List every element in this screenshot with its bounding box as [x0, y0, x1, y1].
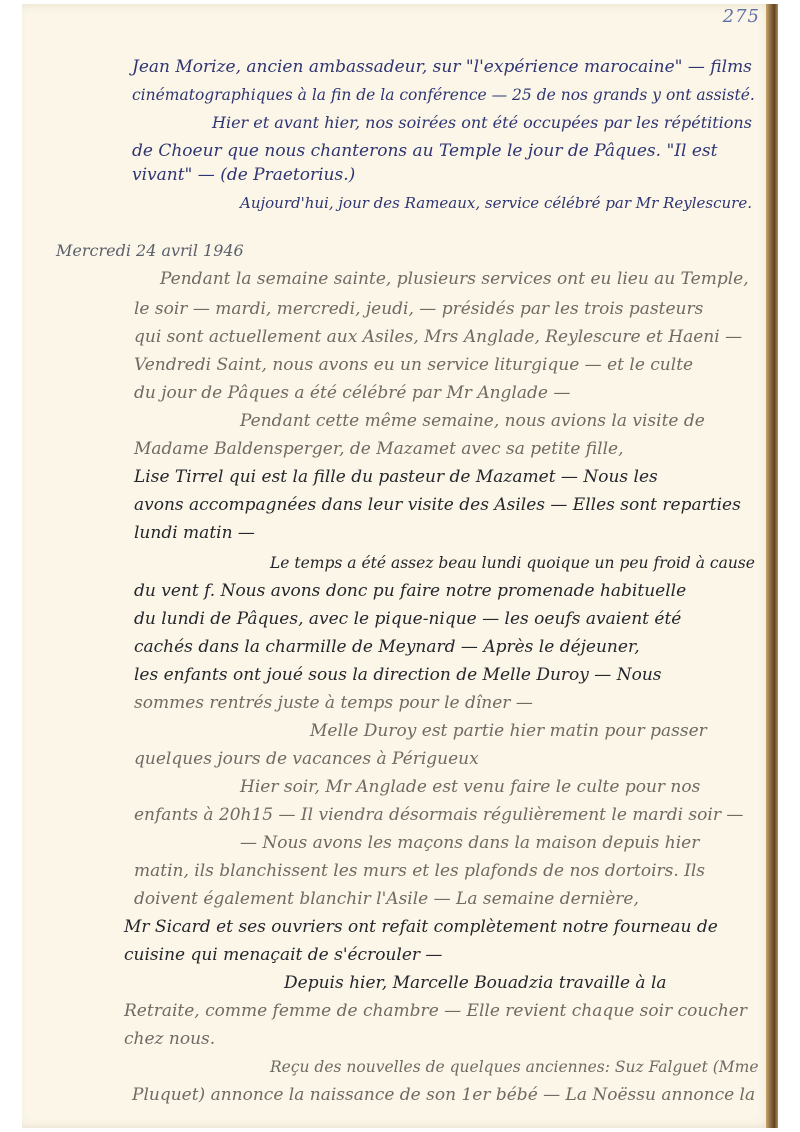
text-line: cuisine qui menaçait de s'écrouler —	[124, 945, 443, 965]
text-line: — Nous avons les maçons dans la maison depuis hier	[240, 833, 700, 853]
text-line: cachés dans la charmille de Meynard — Après le déjeuner,	[134, 637, 640, 657]
text-line: Pendant la semaine sainte, plusieurs services ont eu lieu au Temple,	[160, 269, 749, 289]
text-line: enfants à 20h15 — Il viendra désormais régulièrement le mardi soir —	[134, 805, 744, 825]
text-line: Aujourd'hui, jour des Rameaux, service célébré par Mr Reylescure.	[240, 194, 752, 212]
text-line: sommes rentrés juste à temps pour le dîner —	[134, 693, 533, 713]
text-line: lundi matin —	[134, 523, 255, 543]
text-line: du jour de Pâques a été célébré par Mr Anglade —	[134, 383, 571, 403]
text-line: Reçu des nouvelles de quelques anciennes: Suz Falguet (Mme	[270, 1058, 759, 1076]
text-line: qui sont actuellement aux Asiles, Mrs Anglade, Reylescure et Haeni —	[134, 327, 743, 347]
text-line: doivent également blanchir l'Asile — La semaine dernière,	[134, 889, 639, 909]
text-line: Jean Morize, ancien ambassadeur, sur "l'expérience marocaine" — films	[132, 57, 752, 77]
text-line: Hier soir, Mr Anglade est venu faire le culte pour nos	[240, 777, 701, 797]
text-line: matin, ils blanchissent les murs et les plafonds de nos dortoirs. Ils	[134, 861, 706, 881]
text-line: Melle Duroy est partie hier matin pour passer	[310, 721, 707, 741]
text-line: du lundi de Pâques, avec le pique-nique — les oeufs avaient été	[134, 609, 682, 629]
text-line: de Choeur que nous chanterons au Temple le jour de Pâques. "Il est	[132, 141, 718, 161]
text-line: quelques jours de vacances à Périgueux	[134, 749, 479, 769]
text-line: cinématographiques à la fin de la conférence — 25 de nos grands y ont assisté.	[132, 86, 755, 104]
text-line: Retraite, comme femme de chambre — Elle revient chaque soir coucher	[124, 1001, 747, 1021]
text-line: Pendant cette même semaine, nous avions la visite de	[240, 411, 705, 431]
page-number: 275	[722, 6, 760, 27]
text-line: le soir — mardi, mercredi, jeudi, — présidés par les trois pasteurs	[134, 299, 704, 319]
text-line: Mr Sicard et ses ouvriers ont refait complètement notre fourneau de	[124, 917, 718, 937]
text-line: avons accompagnées dans leur visite des Asiles — Elles sont reparties	[134, 495, 741, 515]
text-line: Le temps a été assez beau lundi quoique un peu froid à cause	[270, 554, 755, 572]
text-line: Pluquet) annonce la naissance de son 1er bébé — La Noëssu annonce la	[132, 1085, 756, 1105]
text-line: Hier et avant hier, nos soirées ont été occupées par les répétitions	[212, 113, 752, 132]
text-line: du vent f. Nous avons donc pu faire notre promenade habituelle	[134, 581, 687, 601]
text-line: chez nous.	[124, 1029, 216, 1049]
notebook-binding	[766, 4, 778, 1128]
text-line: Vendredi Saint, nous avons eu un service liturgique — et le culte	[134, 355, 694, 375]
entry-date: Mercredi 24 avril 1946	[56, 241, 244, 260]
text-line: les enfants ont joué sous la direction de Melle Duroy — Nous	[134, 665, 662, 685]
text-line: vivant" — (de Praetorius.)	[132, 165, 356, 185]
text-line: Lise Tirrel qui est la fille du pasteur de Mazamet — Nous les	[134, 467, 658, 487]
text-line: Madame Baldensperger, de Mazamet avec sa petite fille,	[134, 439, 624, 459]
text-line: Depuis hier, Marcelle Bouadzia travaille à la	[284, 973, 667, 993]
